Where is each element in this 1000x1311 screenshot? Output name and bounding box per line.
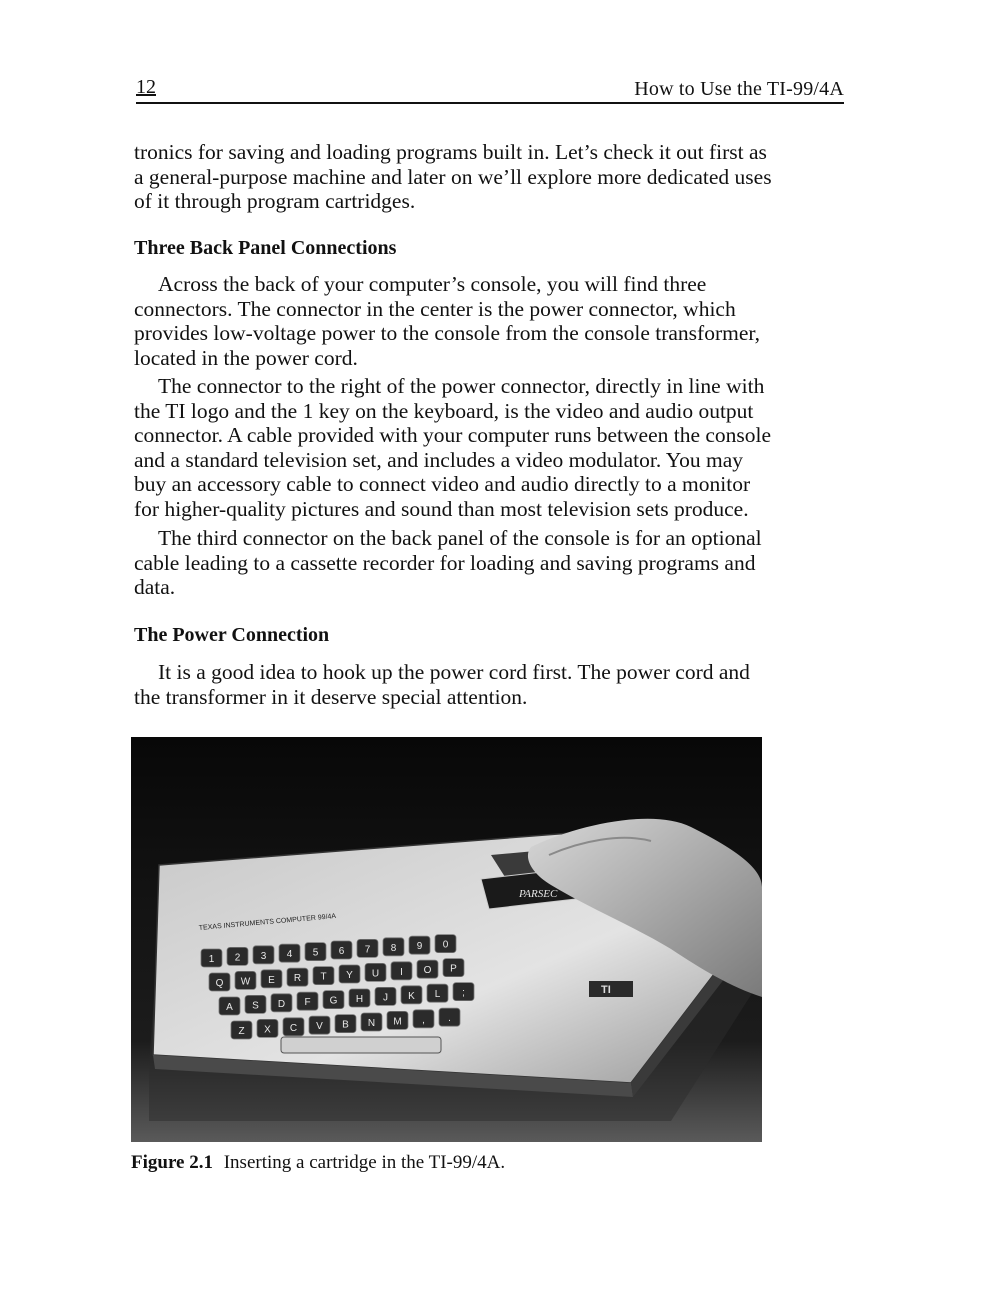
keyboard-key-label: 3	[260, 950, 267, 962]
keyboard-key-label: 1	[208, 954, 215, 965]
figure-caption	[131, 1152, 505, 1174]
back-panel-paragraph-3: The third connector on the back panel of the console is for an optional cable leading to a cassette recorder for loading and saving programs and data.	[134, 526, 762, 599]
ti-logo-plate	[589, 981, 633, 997]
keyboard-key-label: 0	[442, 939, 449, 951]
keyboard-key-label: I	[400, 966, 403, 978]
keyboard-key-label: 9	[416, 941, 423, 953]
keyboard-key-label: N	[367, 1018, 376, 1029]
keyboard-key-label: J	[383, 992, 388, 1004]
keyboard-key-label: K	[408, 990, 415, 1002]
console-illustration	[131, 737, 762, 1142]
keyboard-key-label: 6	[338, 946, 345, 957]
section-heading-power: The Power Connection	[134, 624, 330, 646]
console-brand-text: TEXAS INSTRUMENTS COMPUTER 99/4A	[198, 913, 337, 932]
keyboard-key-label: X	[264, 1024, 271, 1036]
keyboard-key-label: F	[304, 997, 311, 1009]
keyboard-key-label: A	[226, 1002, 233, 1013]
ti-logo: TI	[601, 984, 611, 996]
back-panel-paragraph-1: Across the back of your computer’s console, you will find three connectors. The connector in the center is the power connector, which provides low-voltage power to the console from the console transformer, located in the power cord.	[134, 272, 761, 370]
keyboard-key-label: H	[355, 994, 364, 1005]
keyboard-key-label: R	[293, 973, 302, 985]
keyboard-key-label: U	[371, 968, 380, 980]
figure-caption-text: Inserting a cartridge in the TI-99/4A.	[223, 1152, 506, 1173]
keyboard-key-label: C	[289, 1022, 298, 1034]
keyboard-key-label: ,	[422, 1014, 425, 1026]
space-bar	[281, 1037, 441, 1053]
keyboard-key-label: M	[393, 1016, 402, 1028]
keyboard-key-label: .	[448, 1013, 451, 1025]
keyboard-key-label: S	[252, 1000, 259, 1012]
keyboard-key-label: Y	[346, 970, 353, 981]
keyboard-key-label: V	[316, 1021, 323, 1033]
back-panel-paragraph-2: The connector to the right of the power connector, directly in line with the TI logo and the 1 key on the keyboard, is the video and audio output connector. A cable provided with your computer runs between the console and a standard television set, and includes a video modulator. You may buy an accessory cable to connect video and audio directly to a monitor for higher-quality pictures and sound than most television sets produce.	[134, 374, 772, 521]
keyboard-key-label: O	[423, 965, 432, 977]
power-paragraph: It is a good idea to hook up the power cord first. The power cord and the transformer in it deserve special attention.	[134, 660, 750, 709]
keyboard-key-label: T	[320, 971, 327, 983]
section-heading-back-panel: Three Back Panel Connections	[134, 237, 397, 259]
keyboard-key-label: 8	[390, 942, 397, 954]
figure-photo-ti-console	[131, 737, 762, 1142]
intro-paragraph: tronics for saving and loading programs built in. Let’s check it out first as a general-purpose machine and later on we’ll explore more dedicated uses of it through program cartridges.	[134, 140, 772, 213]
keyboard-key-label: 2	[234, 952, 241, 964]
keyboard-key-label: Z	[238, 1026, 245, 1037]
page-header	[136, 74, 844, 104]
keyboard-key-label: E	[268, 974, 275, 986]
page-number: 12	[136, 76, 156, 98]
keyboard-key-label: G	[329, 995, 338, 1007]
keyboard-key-label: L	[434, 989, 441, 1001]
figure-label: Figure 2.1	[131, 1152, 213, 1173]
keyboard-key-label: P	[450, 963, 457, 975]
keyboard-key-label: 7	[364, 944, 371, 956]
keyboard-key-label: B	[342, 1019, 349, 1031]
keyboard-key-label: D	[277, 998, 286, 1010]
cartridge-label: PARSEC	[519, 888, 558, 900]
keyboard-key-label: 4	[286, 949, 293, 961]
running-title: How to Use the TI-99/4A	[634, 78, 844, 100]
keyboard-key-label: Q	[215, 978, 224, 989]
keyboard-key-label: W	[240, 976, 251, 988]
keyboard-key-label: ;	[462, 987, 465, 999]
keyboard-key-label: 5	[312, 947, 319, 959]
